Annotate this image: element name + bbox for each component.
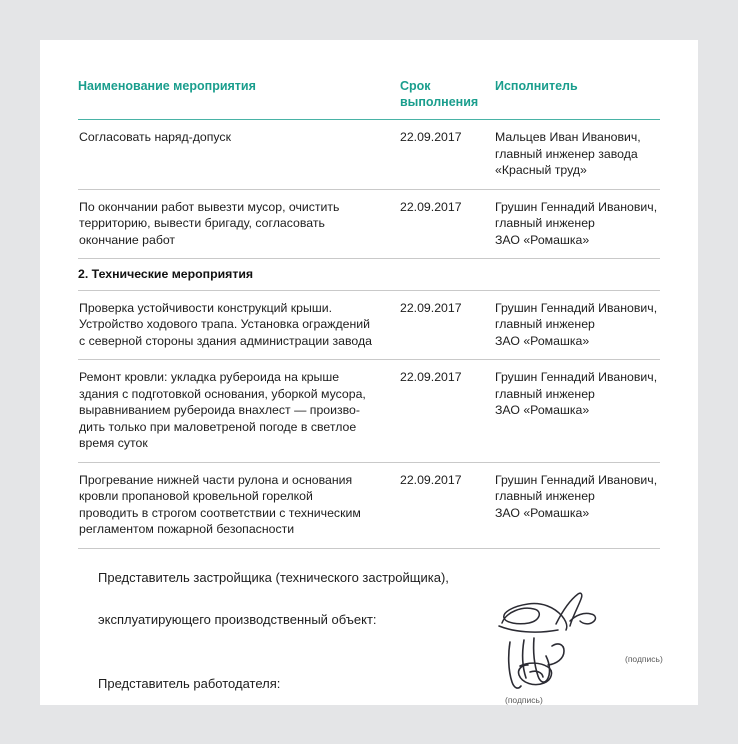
performer-line: главный инженер: [495, 317, 595, 331]
measure-name-line: кровли пропановой кровельной горелкой: [79, 489, 313, 503]
cell-due-date: 22.09.2017: [400, 472, 462, 487]
table-row: [78, 190, 660, 260]
cell-measure-name: [78, 472, 400, 538]
performer-line: ЗАО «Ромашка»: [495, 403, 590, 417]
cell-performer: [495, 199, 660, 249]
measure-name-line: дить только при маловетреной погоде в светлое: [79, 419, 357, 434]
performer-line: Грушин Геннадий Иванович,: [495, 472, 658, 487]
table-row: [78, 463, 660, 549]
performer-line: главный инженер завода: [495, 146, 638, 161]
measure-name-line: Согласовать наряд-допуск: [79, 130, 231, 144]
performer-line: Грушин Геннадий Иванович,: [495, 370, 658, 384]
table-header-row: [78, 78, 660, 119]
performer-line: главный инженер: [495, 489, 595, 503]
cell-due-date: 22.09.2017: [400, 130, 462, 144]
signature-line-3: Представитель работодателя:: [98, 676, 281, 691]
table-row: [78, 291, 660, 361]
column-header-date-line1: Срок: [400, 79, 431, 93]
performer-line: главный инженер: [495, 386, 595, 401]
cell-measure-name: [78, 300, 400, 350]
document-page: [40, 40, 698, 705]
performer-line: Грушин Геннадий Иванович,: [495, 300, 658, 315]
table-row: [78, 360, 660, 463]
measure-name-line: с северной стороны здания администрации завода: [79, 333, 372, 348]
cell-due-date: 22.09.2017: [400, 199, 462, 214]
measure-name-line: время суток: [79, 436, 148, 450]
table-row: [78, 120, 660, 190]
performer-line: ЗАО «Ромашка»: [495, 505, 590, 520]
measure-name-line: выравниванием рубероида внахлест — произво-: [79, 403, 360, 417]
table-section-heading: [78, 259, 660, 291]
section-heading-label: 2. Технические мероприятия: [78, 267, 254, 281]
measure-name-line: регламентом пожарной безопасности: [79, 522, 295, 536]
performer-line: ЗАО «Ромашка»: [495, 333, 590, 348]
signature-spacer-3: [98, 652, 658, 674]
cell-measure-name: [78, 369, 400, 452]
measure-name-line: окончание работ: [79, 232, 176, 247]
measure-name-line: Проверка устойчивости конструкций крыши.: [79, 300, 332, 315]
performer-line: ЗАО «Ромашка»: [495, 232, 590, 247]
measure-name-line: Ремонт кровли: укладка рубероида на крыше: [79, 370, 340, 384]
measure-name-line: Прогревание нижней части рулона и основания: [79, 472, 353, 487]
performer-line: Мальцев Иван Иванович,: [495, 130, 641, 144]
performer-line: «Красный труд»: [495, 163, 587, 177]
signature-caption-2: (подпись): [505, 695, 543, 705]
column-header-date: [400, 78, 495, 110]
cell-measure-name: [78, 199, 400, 249]
signature-spacer-1: [98, 588, 658, 610]
cell-performer: [495, 369, 660, 419]
cell-due-date: 22.09.2017: [400, 300, 462, 315]
cell-performer: [495, 300, 660, 350]
performer-line: Грушин Геннадий Иванович,: [495, 199, 658, 214]
signature-line-2: эксплуатирующего производственный объект:: [98, 612, 377, 627]
table-body: [78, 120, 660, 549]
signature-line-1: Представитель застройщика (технического застройщика),: [98, 570, 449, 585]
measure-name-line: проводить в строгом соответствии с техническим: [79, 505, 361, 520]
measure-name-line: По окончании работ вывезти мусор, очистить: [79, 199, 340, 214]
signature-caption-1: (подпись): [625, 654, 663, 664]
performer-line: главный инженер: [495, 216, 595, 230]
measures-table: [78, 78, 660, 549]
column-header-performer: Исполнитель: [495, 79, 578, 93]
measure-name-line: здания с подготовкой основания, уборкой мусора,: [79, 386, 366, 401]
cell-performer: [495, 129, 660, 179]
measure-name-line: Устройство ходового трапа. Установка ограждений: [79, 317, 370, 331]
signature-spacer-2: [98, 630, 658, 652]
cell-due-date: 22.09.2017: [400, 370, 462, 384]
signature-block: [98, 568, 663, 705]
column-header-date-line2: выполнения: [400, 95, 479, 109]
column-header-name: Наименование мероприятия: [78, 79, 256, 93]
measure-name-line: территорию, вывести бригаду, согласовать: [79, 216, 325, 230]
cell-measure-name: [78, 129, 400, 146]
cell-performer: [495, 472, 660, 522]
